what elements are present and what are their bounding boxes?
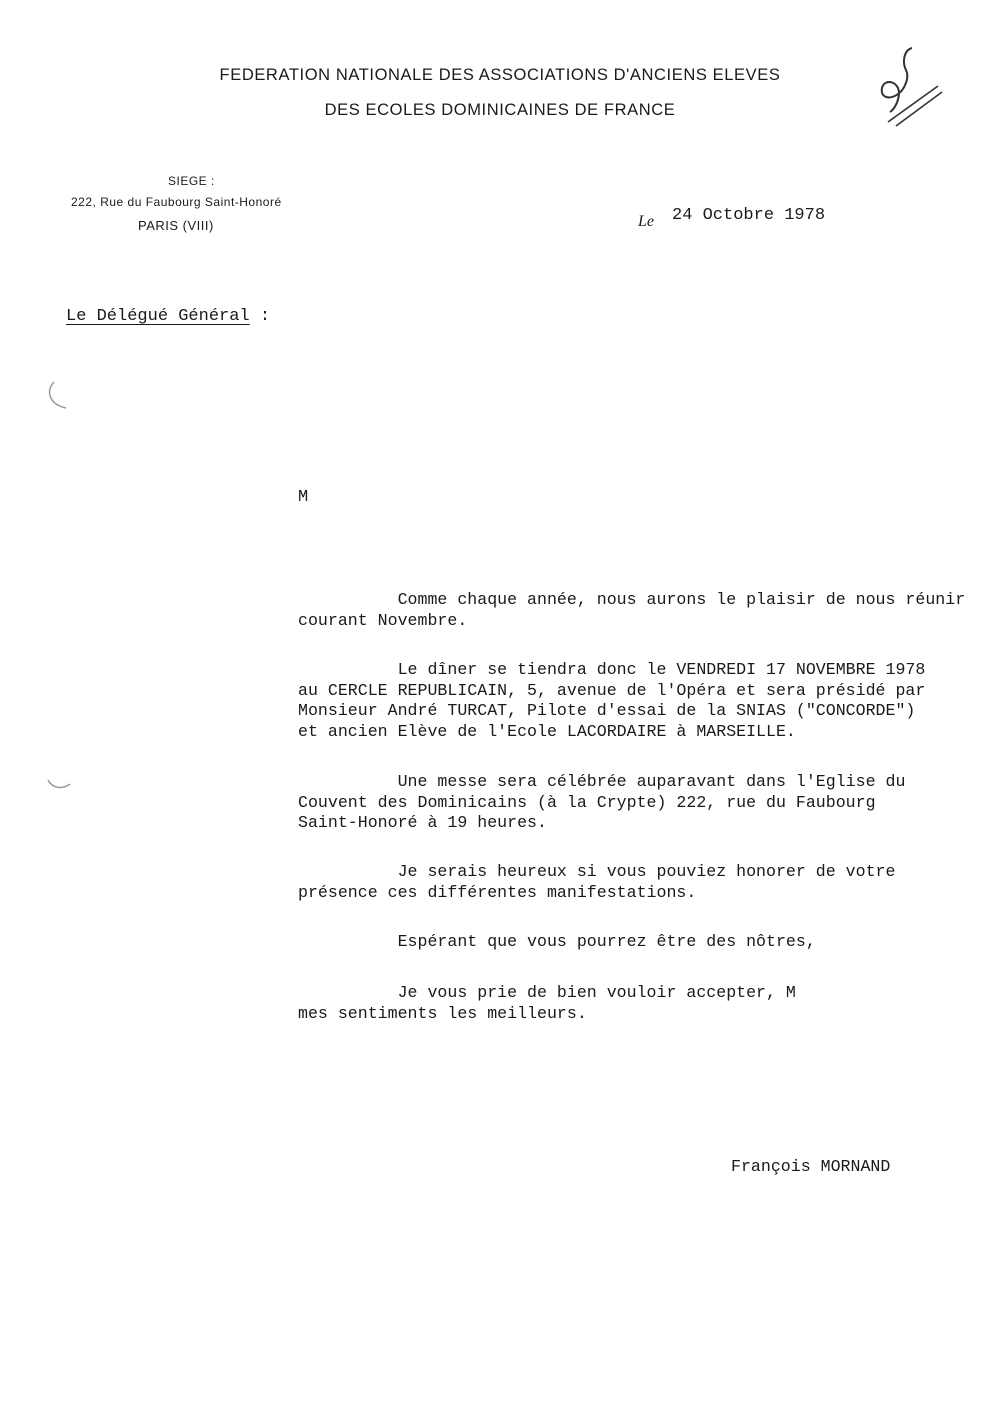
- signature-name: François MORNAND: [731, 1157, 891, 1176]
- siege-street: 222, Rue du Faubourg Saint-Honoré: [71, 195, 282, 209]
- body-paragraph-1: Comme chaque année, nous aurons le plaisir de nous réunir courant Novembre.: [298, 590, 966, 630]
- body-paragraph-5: Espérant que vous pourrez être des nôtres,: [298, 932, 816, 951]
- punch-hole-mark-upper: [44, 380, 74, 412]
- letterhead-line-2: DES ECOLES DOMINICAINES DE FRANCE: [324, 101, 676, 119]
- sender-title-suffix: :: [249, 307, 271, 326]
- sender-title: [66, 307, 270, 326]
- body-paragraph-4: Je serais heureux si vous pouviez honorer de votre présence ces différentes manifestations.: [298, 862, 896, 902]
- body-paragraph-3: Une messe sera célébrée auparavant dans l'Eglise du Couvent des Dominicains (à la Crypte) 222, rue du Faubourg Saint-Honoré à 19 heures.: [298, 772, 906, 832]
- sender-title-label: Le Délégué Général: [66, 307, 250, 326]
- siege-city: PARIS (VIII): [138, 218, 214, 233]
- letter-date: 24 Octobre 1978: [672, 206, 826, 225]
- date-prefix: Le: [638, 213, 654, 230]
- siege-label: SIEGE :: [168, 174, 215, 188]
- body-paragraph-2: Le dîner se tiendra donc le VENDREDI 17 NOVEMBRE 1978 au CERCLE REPUBLICAIN, 5, avenue de l'Opéra et sera présidé par Monsieur André TURCAT, Pilote d'essai de la SNIAS ("CONCORDE") et ancien Elève de l'Ecole LACORDAIRE à MARSEILLE.: [298, 660, 926, 741]
- punch-hole-mark-lower: [44, 762, 74, 794]
- handwritten-initials-mark: [868, 40, 948, 135]
- letterhead-line-1: FEDERATION NATIONALE DES ASSOCIATIONS D'ANCIENS ELEVES: [219, 66, 781, 84]
- body-paragraph-6: Je vous prie de bien vouloir accepter, M mes sentiments les meilleurs.: [298, 983, 796, 1023]
- salutation: M: [298, 488, 309, 507]
